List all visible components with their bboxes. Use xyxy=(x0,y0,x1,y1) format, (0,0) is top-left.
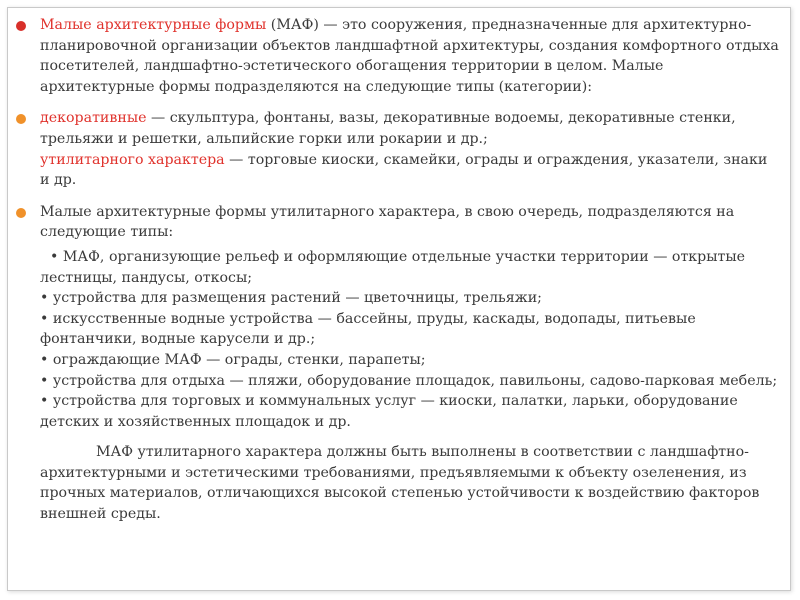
list-item: • устройства для размещения растений — цветочницы, трельяжи; xyxy=(40,290,542,307)
list-item: • устройства для торговых и коммунальных услуг — киоски, палатки, ларьки, оборудование детских и хозяйственных площадок и др. xyxy=(40,393,738,430)
paragraph-utilitarian-types xyxy=(16,202,781,243)
paragraph-categories xyxy=(16,108,781,190)
list-item: • ограждающие МАФ — ограды, стенки, парапеты; xyxy=(40,351,426,368)
types-list xyxy=(16,247,781,432)
bullet-dot-icon xyxy=(16,208,26,218)
term-utilitarian: утилитарного характера xyxy=(40,151,225,168)
paragraph-closing xyxy=(16,442,781,524)
utilitarian-text: — торговые киоски, скамейки, ограды и ограждения, указатели, знаки и др. xyxy=(40,151,768,189)
slide-content xyxy=(16,15,781,525)
decorative-text: — скульптура, фонтаны, вазы, декоративные водоемы, декоративные стенки, трельяжи и решетки, альпийские горки или рокарии и др.; xyxy=(40,110,736,147)
list-item: • искусственные водные устройства — бассейны, пруды, каскады, водопады, питьевые фонтанчики, водные карусели и др.; xyxy=(40,310,696,348)
term-decorative: декоративные xyxy=(40,110,147,127)
term-maf: Малые архитектурные формы xyxy=(40,17,267,33)
list-item: • устройства для отдыха — пляжи, оборудование площадок, павильоны, садово-парковая мебель; xyxy=(40,372,778,389)
closing-text: МАФ утилитарного характера должны быть выполнены в соответствии с ландшафтно-архитектурными и эстетическими требованиями, предъявляемыми к объекту озеленения, из прочных материалов, отличающихся высокой степенью устойчивости к воздействию факторов внешней среды. xyxy=(40,444,760,523)
utilitarian-types-text: Малые архитектурные формы утилитарного характера, в свою очередь, подразделяются на следующие типы: xyxy=(40,203,735,241)
definition-text: (МАФ) — это сооружения, предназначенные для архитектурно-планировочной организации объектов ландшафтной архитектуры, создания комфортного отдыха посетителей, ландшафтно-эстетического обогащения территории в целом. Малые архитектурные формы подразделяются на следующие типы (категории): xyxy=(40,17,779,95)
bullet-dot-icon xyxy=(16,21,26,31)
list-item: • МАФ, организующие рельеф и оформляющие отдельные участки территории — открытые лестницы, пандусы, откосы; xyxy=(40,248,746,286)
paragraph-definition xyxy=(16,15,781,97)
bullet-dot-icon xyxy=(16,114,26,124)
